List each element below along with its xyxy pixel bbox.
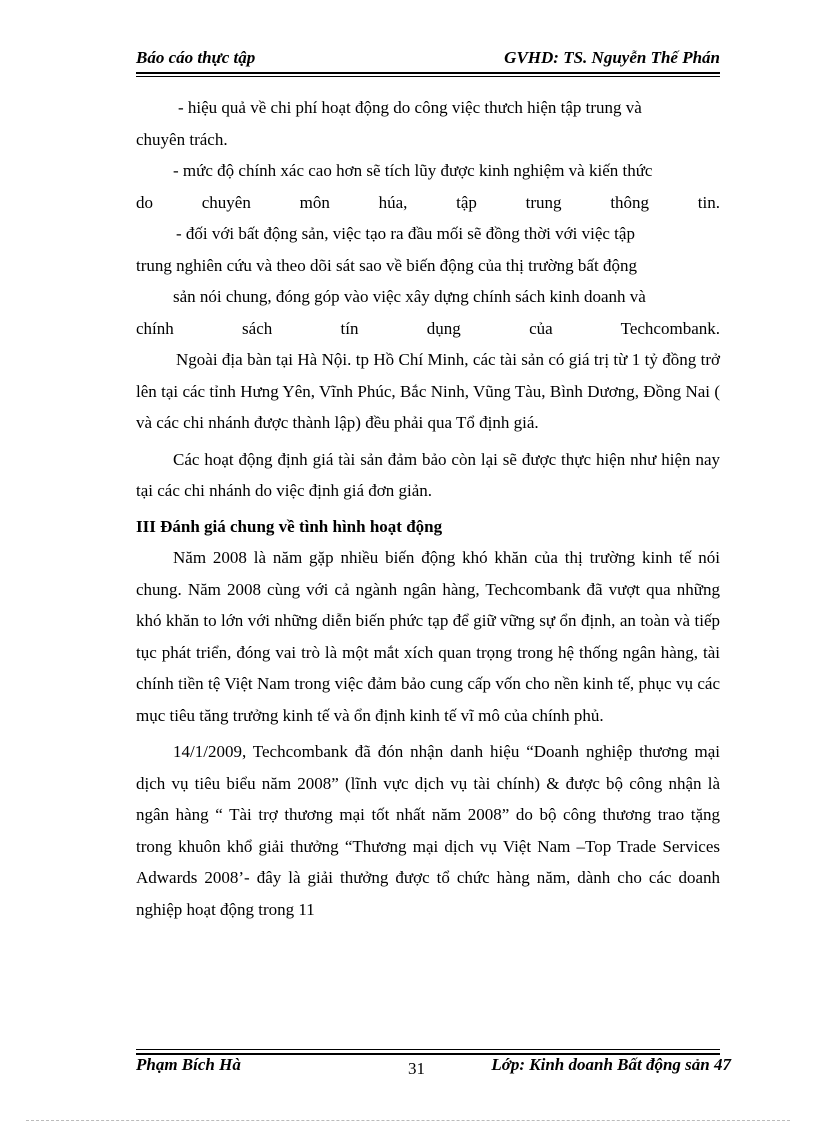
page-number: 31: [408, 1059, 425, 1078]
paragraph-3-line-4: chính sách tín dụng của Techcombank.: [136, 318, 720, 338]
header-rule-thin: [136, 76, 720, 77]
footer-author: Phạm Bích Hà: [136, 1055, 241, 1074]
paragraph-3-line-1: - đối với bất động sản, việc tạo ra đầu mối sẽ đồng thời với việc tập: [176, 224, 635, 243]
paragraph-4: Ngoài địa bàn tại Hà Nội. tp Hồ Chí Minh, các tài sản có giá trị từ 1 tỷ đồng trở lên tại các tỉnh Hưng Yên, Vĩnh Phúc, Bắc Ninh, Vũng Tàu, Bình Dương, Đồng Nai ( và các chi nhánh được thành lập) đều phải qua Tổ định giá.: [136, 350, 720, 432]
page-footer: [136, 1055, 731, 1081]
paragraph-1-line-1: - hiệu quả về chi phí hoạt động do công việc thưch hiện tập trung và: [178, 98, 642, 117]
paragraph-1-line-2: chuyên trách.: [136, 129, 228, 149]
header-advisor: GVHD: TS. Nguyễn Thế Phán: [504, 48, 720, 67]
paragraph-7: 14/1/2009, Techcombank đã đón nhận danh hiệu “Doanh nghiệp thương mại dịch vụ tiêu biểu năm 2008” (lĩnh vực dịch vụ tài chính) & được bộ công nhận là ngân hàng “ Tài trợ thương mại tốt nhất năm 2008” do bộ công thương trao tặng trong khuôn khổ giải thưởng “Thương mại dịch vụ Việt Nam –Top Trade Services Adwards 2008’- đây là giải thưởng được tổ chức hàng năm, dành cho các doanh nghiệp hoạt động trong 11: [136, 742, 720, 919]
section-heading: III Đánh giá chung về tình hình hoạt động: [136, 516, 443, 536]
paragraph-2-line-2: do chuyên môn húa, tập trung thông tin.: [136, 192, 720, 212]
paragraph-3-line-3: sản nói chung, đóng góp vào việc xây dựng chính sách kinh doanh và: [173, 287, 646, 306]
footer-rule-thin: [136, 1049, 720, 1050]
page-bottom-rule: [26, 1120, 790, 1121]
paragraph-2-line-1: - mức độ chính xác cao hơn sẽ tích lũy được kinh nghiệm và kiến thức: [173, 161, 653, 180]
paragraph-5: Các hoạt động định giá tài sản đảm bảo còn lại sẽ được thực hiện như hiện nay tại các chi nhánh do việc định giá đơn giản.: [136, 449, 720, 500]
document-body: [136, 92, 720, 925]
header-report-title: Báo cáo thực tập: [136, 48, 256, 67]
paragraph-3-line-2: trung nghiên cứu và theo dõi sát sao về biến động của thị trường bất động: [136, 255, 637, 275]
header-rule-thick: [136, 72, 720, 74]
footer-class: Lớp: Kinh doanh Bất động sản 47: [491, 1055, 731, 1074]
page-header: [136, 48, 720, 72]
paragraph-6: Năm 2008 là năm gặp nhiều biến động khó khăn của thị trường kinh tế nói chung. Năm 2008 cùng với cả ngành ngân hàng, Techcombank đã vượt qua những khó khăn to lớn với những diễn biến phức tạp để giữ vững sự ổn định, an toàn và tiếp tục phát triển, đóng vai trò là một mắt xích quan trọng trong hệ thống ngân hàng, tài chính tiền tệ Việt Nam trong việc đảm bảo cung cấp vốn cho nền kinh tế, phục vụ các mục tiêu tăng trưởng kinh tế và ổn định kinh tế vĩ mô của chính phủ.: [136, 548, 720, 725]
